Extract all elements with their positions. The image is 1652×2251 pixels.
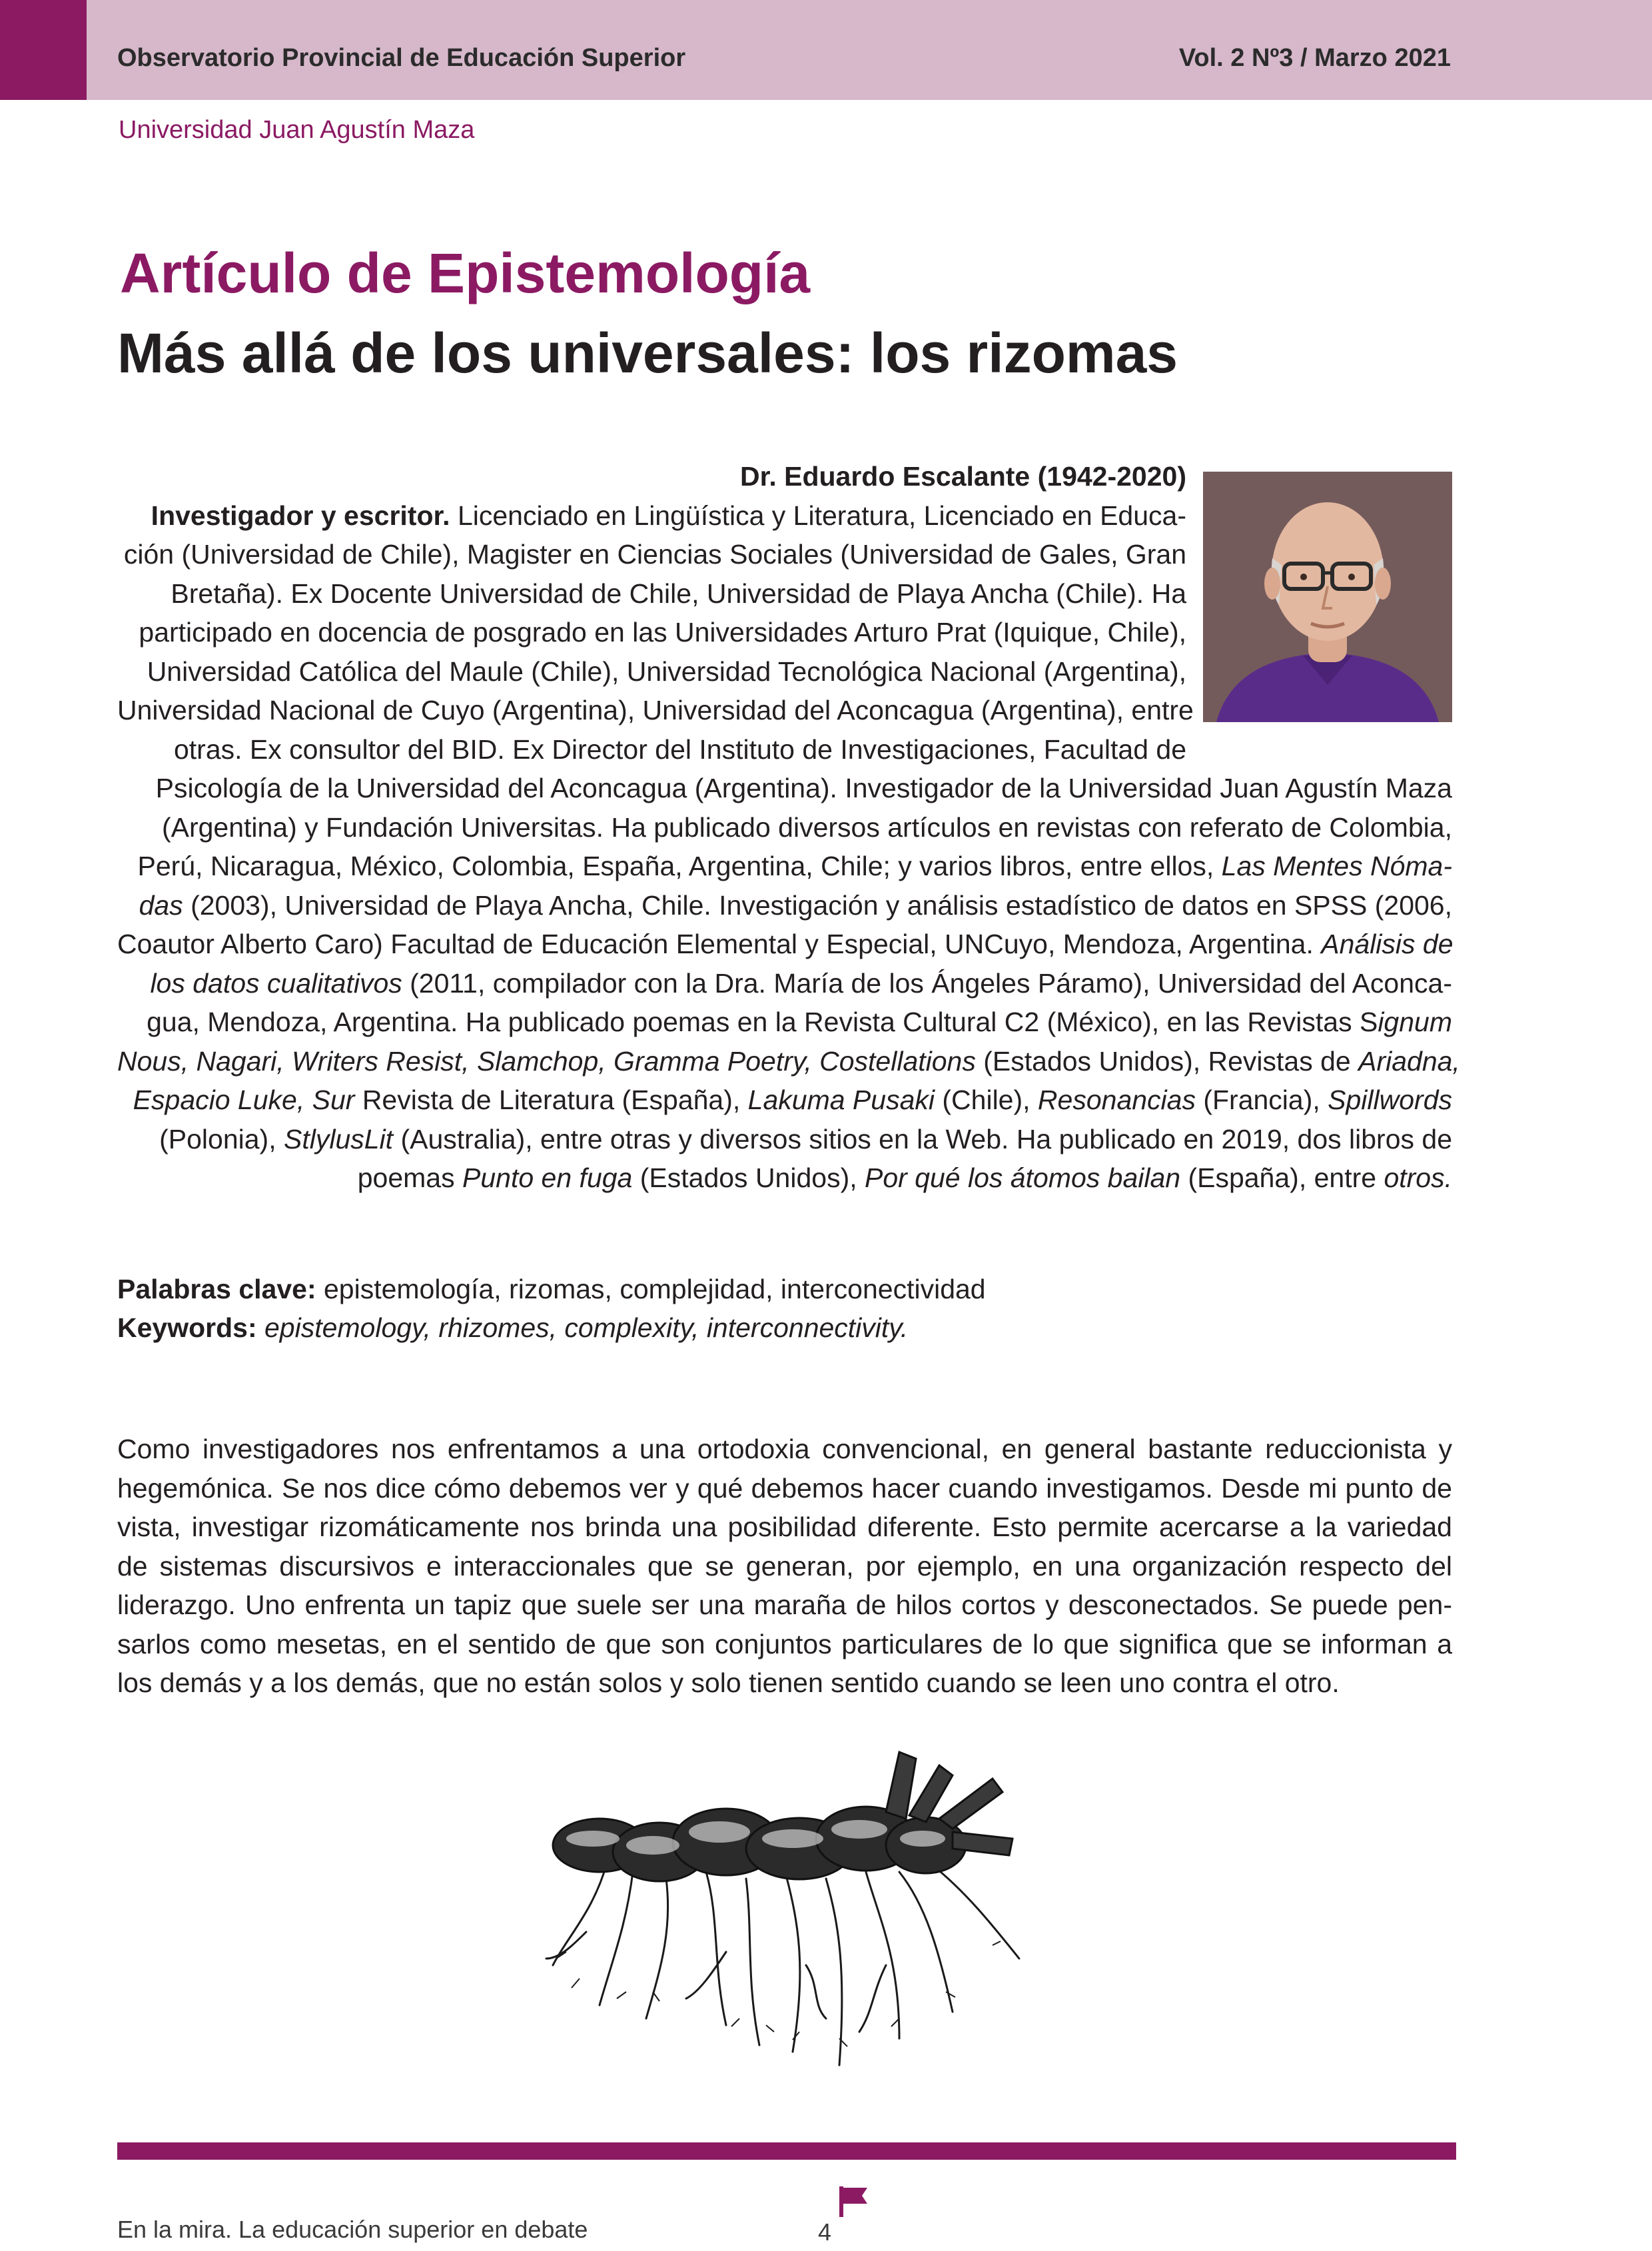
section-heading: Artículo de Epistemología (120, 242, 811, 304)
body-line: de sistemas discursivos e interaccionales que se generan, por ejemplo, en una organización respecto del (117, 1550, 1452, 1581)
page-number: 4 (818, 2218, 832, 2246)
body-line: vista, investigar rizomáticamente nos brinda una posibilidad diferente. Esto permite acercarse a la variedad (117, 1512, 1452, 1542)
author-bio-bottom (117, 769, 1460, 1198)
author-bio-line: Universidad Nacional de Cuyo (Argentina), Universidad del Aconcagua (Argentina), entre (117, 695, 1194, 725)
body-line: hegemónica. Se nos dice cómo debemos ver y qué debemos hacer cuando investigamos. Desde mi punto de (117, 1472, 1452, 1504)
footer-rule (117, 2142, 1456, 2160)
author-bio-line: poemas Punto en fuga (Estados Unidos), Por qué los átomos bailan (España), entre otros. (357, 1162, 1452, 1193)
author-bio-line: Nous, Nagari, Writers Resist, Slamchop, Gramma Poetry, Costellations (Estados Unidos), Revistas de Ariadna, (117, 1045, 1460, 1077)
author-bio-line: Universidad Católica del Maule (Chile), Universidad Tecnológica Nacional (Argentina), (147, 656, 1186, 687)
issue-info: Vol. 2 Nº3 / Marzo 2021 (1178, 44, 1451, 72)
keywords-en-value: epistemology, rhizomes, complexity, interconnectivity. (256, 1312, 909, 1343)
body-line: Como investigadores nos enfrentamos a una ortodoxia convencional, en general bastante reduccionista y (117, 1434, 1452, 1464)
body-line: liderazgo. Uno enfrenta un tapiz que suele ser una maraña de hilos cortos y desconectados. Se puede pen- (117, 1589, 1452, 1620)
keywords-es-value: epistemología, rizomas, complejidad, interconectividad (316, 1274, 986, 1304)
author-bio-line: Perú, Nicaragua, México, Colombia, España, Argentina, Chile; y varios libros, entre ellos, Las Mentes Nóma- (137, 851, 1452, 881)
keywords-en-label: Keywords: (117, 1312, 257, 1343)
body-line: sarlos como mesetas, en el sentido de que son conjuntos particulares de lo que significa que se informan a (117, 1628, 1452, 1659)
author-bio-line: (Polonia), StlylusLit (Australia), entre otras y diversos sitios en la Web. Ha publicado en 2019, dos libros de (159, 1123, 1452, 1154)
body-paragraph (117, 1430, 1452, 1703)
keywords-en (117, 1312, 908, 1344)
keywords-es (117, 1274, 986, 1305)
author-bio-line: Psicología de la Universidad del Aconcagua (Argentina). Investigador de la Universidad Juan Agustín Maza (155, 773, 1452, 803)
author-bio-line: Espacio Luke, Sur Revista de Literatura (España), Lakuma Pusaki (Chile), Resonancias (Francia), Spillwords (133, 1085, 1452, 1115)
author-bio-line: otras. Ex consultor del BID. Ex Director del Instituto de Investigaciones, Facultad de (173, 733, 1186, 765)
journal-name: Observatorio Provincial de Educación Superior (117, 44, 686, 72)
footer-journal-title: En la mira. La educación superior en debate (117, 2216, 588, 2243)
author-bio-line: Investigador y escritor. Licenciado en Lingüística y Literatura, Licenciado en Educa- (151, 500, 1186, 531)
university-name: Universidad Juan Agustín Maza (119, 116, 475, 144)
keywords-es-label: Palabras clave: (117, 1274, 316, 1304)
author-bio-line: gua, Mendoza, Argentina. Ha publicado poemas en la Revista Cultural C2 (México), en las Revistas Signum (147, 1007, 1452, 1037)
author-portrait-image (1203, 472, 1452, 722)
author-bio-line: participado en docencia de posgrado en las Universidades Arturo Prat (Iquique, Chile), (139, 617, 1186, 648)
author-bio-line: Bretaña). Ex Docente Universidad de Chile, Universidad de Playa Ancha (Chile). Ha (171, 578, 1186, 609)
author-bio-line: Coautor Alberto Caro) Facultad de Educación Elemental y Especial, UNCuyo, Mendoza, Argentina. Análisis de (117, 929, 1453, 959)
header-accent-block (0, 0, 87, 100)
author-bio-top (117, 457, 1194, 769)
author-bio-line: los datos cualitativos (2011, compilador con la Dra. María de los Ángeles Páramo), Universidad del Aconca- (150, 967, 1452, 999)
author-role: Investigador y escritor. (151, 500, 450, 531)
author-bio-line: ción (Universidad de Chile), Magister en Ciencias Sociales (Universidad de Gales, Gran (123, 539, 1186, 570)
author-name: Dr. Eduardo Escalante (1942-2020) (740, 461, 1186, 492)
rhizome-illustration (526, 1739, 1072, 2085)
author-bio-line: (Argentina) y Fundación Universitas. Ha publicado diversos artículos en revistas con referato de Colombia, (161, 811, 1452, 843)
author-bio-line: das (2003), Universidad de Playa Ancha, Chile. Investigación y análisis estadístico de datos en SPSS (2006, (139, 889, 1452, 921)
article-title: Más allá de los universales: los rizomas (117, 322, 1178, 384)
flag-icon (837, 2185, 870, 2218)
body-line: los demás y a los demás, que no están solos y solo tienen sentido cuando se leen uno contra el otro. (117, 1667, 1340, 1698)
